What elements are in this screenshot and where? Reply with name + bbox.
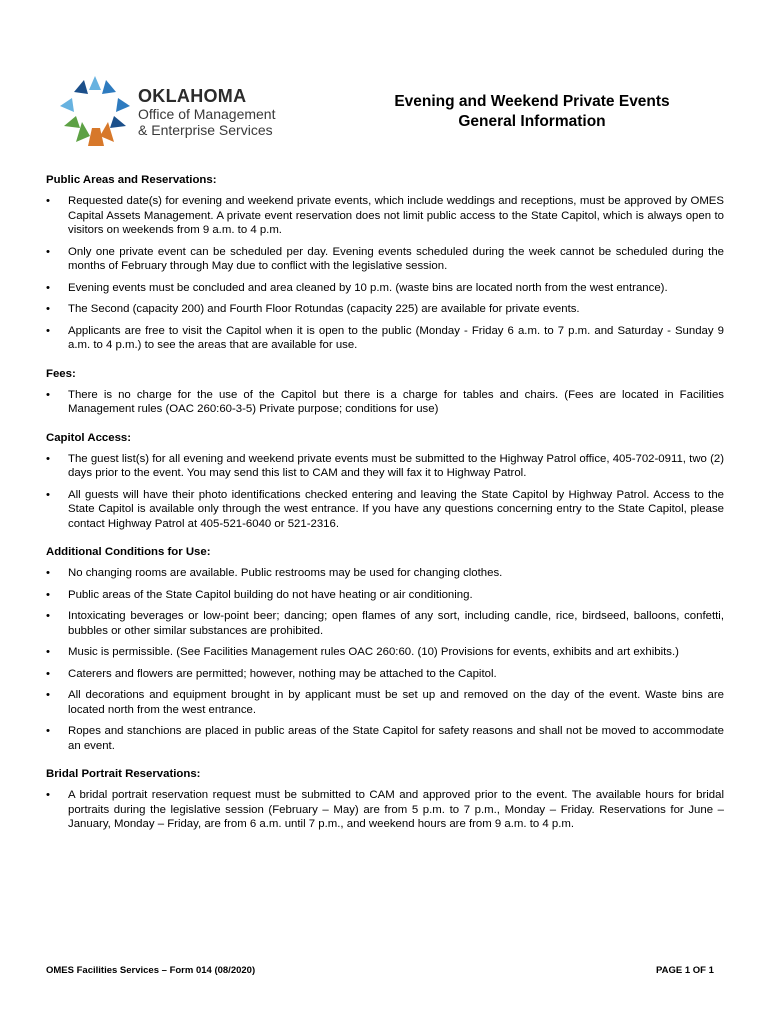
list-item: • The Second (capacity 200) and Fourth Floor Rotundas (capacity 225) are available for private events. [46, 302, 724, 317]
list-item: • No changing rooms are available. Public restrooms may be used for changing clothes. [46, 566, 724, 581]
document-title [392, 92, 672, 132]
bullet-list [46, 452, 724, 532]
bullet-list [46, 388, 724, 417]
list-item: • Public areas of the State Capitol building do not have heating or air conditioning. [46, 588, 724, 603]
logo-line-1: Office of Management [138, 106, 276, 122]
document-body [46, 173, 724, 846]
list-item: • The guest list(s) for all evening and weekend private events must be submitted to the Highway Patrol office, 405-702-0911, two (2) days prior to the event. You may send this list to CAM and they will fax it to Highway Patrol. [46, 452, 724, 481]
section-fees [46, 367, 724, 417]
footer-form-id: OMES Facilities Services – Form 014 (08/2020) [46, 965, 256, 976]
list-item: • A bridal portrait reservation request must be submitted to CAM and approved prior to the event. The available hours for bridal portraits during the legislative session (February – May) are from 5 p.m. to 7 p.m., Monday – Friday. Reservations for June – January, Monday – Friday, are from 6 a.m. until 7 p.m., and weekend hours are from 9 a.m. to 4 p.m. [46, 788, 724, 832]
omes-logo [56, 72, 316, 152]
section-heading: Additional Conditions for Use: [46, 546, 211, 558]
list-item: • Ropes and stanchions are placed in public areas of the State Capitol for safety reasons and shall not be moved to accommodate an event. [46, 724, 724, 753]
section-public-areas [46, 173, 724, 353]
list-item: • All decorations and equipment brought in by applicant must be set up and removed on the day of the event. Waste bins are located north from the west entrance. [46, 688, 724, 717]
section-bridal-portrait [46, 767, 724, 832]
logo-line-2: & Enterprise Services [138, 122, 273, 138]
list-item: • Evening events must be concluded and area cleaned by 10 p.m. (waste bins are located north from the west entrance). [46, 281, 724, 296]
bullet-list [46, 566, 724, 753]
section-heading: Public Areas and Reservations: [46, 174, 217, 186]
bullet-list [46, 194, 724, 353]
section-heading: Bridal Portrait Reservations: [46, 768, 201, 780]
footer-page-number: PAGE 1 OF 1 [656, 965, 714, 976]
section-heading: Capitol Access: [46, 431, 132, 444]
bullet-list [46, 788, 724, 832]
omes-star-logo-icon [56, 72, 134, 150]
list-item: • Only one private event can be scheduled per day. Evening events scheduled during the week cannot be scheduled during the months of February through May due to conflict with the legislative session. [46, 245, 724, 274]
list-item: • Caterers and flowers are permitted; however, nothing may be attached to the Capitol. [46, 667, 724, 682]
list-item: • Requested date(s) for evening and weekend private events, which include weddings and receptions, must be approved by OMES Capital Assets Management. A private event reservation does not limit public access to the State Capitol, which is always open to visitors on weekends from 9 a.m. to 4 p.m. [46, 194, 724, 238]
list-item: • Applicants are free to visit the Capitol when it is open to the public (Monday - Friday 6 a.m. to 7 p.m. and Saturday - Sunday 9 a.m. to 4 p.m.) to see the areas that are available for use. [46, 324, 724, 353]
document-title-line-2: General Information [458, 113, 606, 130]
list-item: • Intoxicating beverages or low-point beer; dancing; open flames of any sort, including candle, rice, birdseed, balloons, confetti, bubbles or other similar substances are prohibited. [46, 609, 724, 638]
document-title-line-1: Evening and Weekend Private Events [394, 93, 670, 110]
list-item: • There is no charge for the use of the Capitol but there is a charge for tables and chairs. (Fees are located in Facilities Management rules (OAC 260:60-3-5) Private purpose; conditions for use) [46, 388, 724, 417]
section-capitol-access [46, 431, 724, 532]
section-additional-conditions [46, 545, 724, 753]
list-item: • Music is permissible. (See Facilities Management rules OAC 260:60. (10) Provisions for events, exhibits and art exhibits.) [46, 645, 724, 660]
logo-text [138, 86, 275, 138]
logo-title: OKLAHOMA [138, 86, 247, 106]
section-heading: Fees: [46, 367, 76, 380]
list-item: • All guests will have their photo identifications checked entering and leaving the State Capitol by Highway Patrol. Access to the State Capitol is available only through the west entrance. If you have any questions concerning entry to the State Capitol, please contact Highway Patrol at 405-521-6040 or 521-2316. [46, 488, 724, 532]
